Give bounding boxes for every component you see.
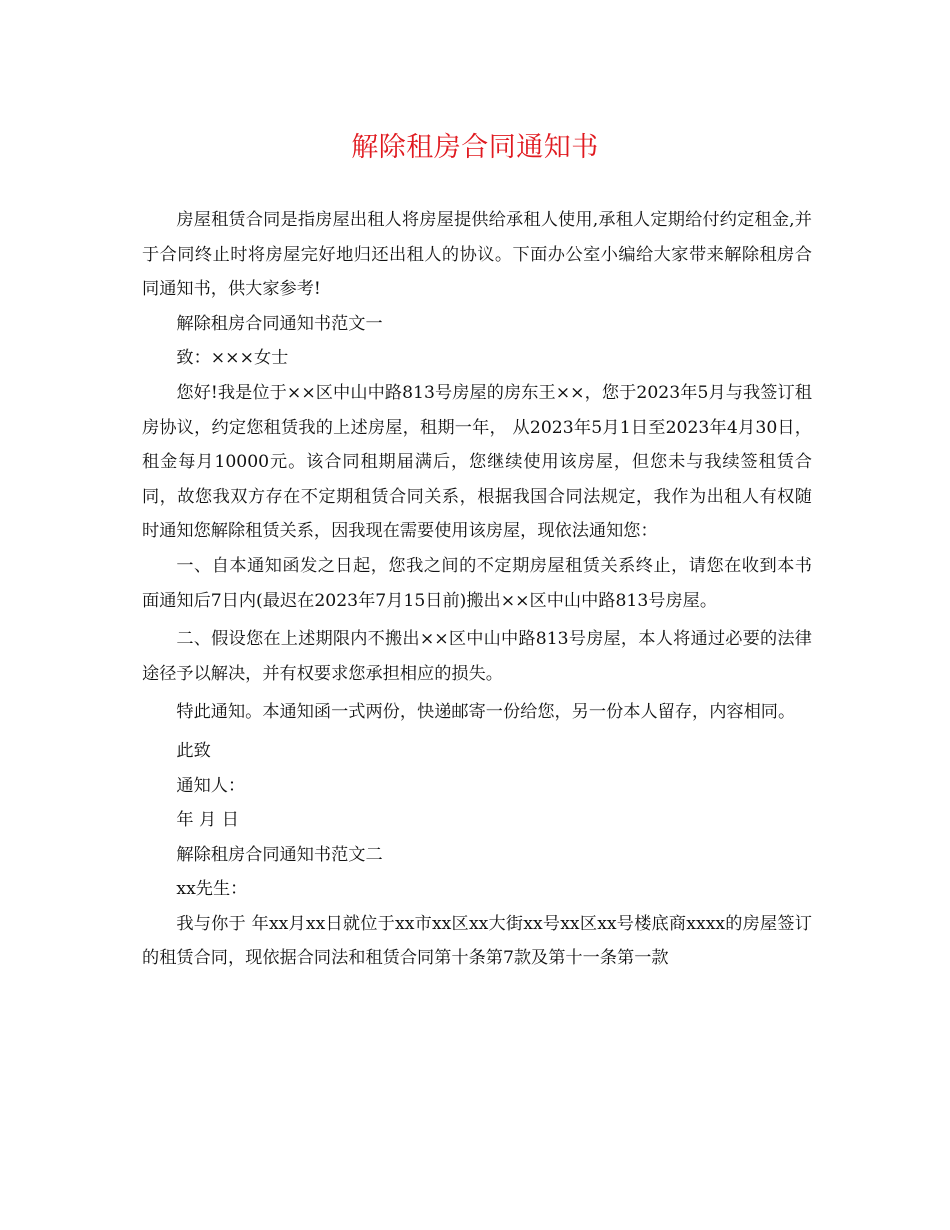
- salutation-two: xx先生：: [176, 879, 248, 900]
- section-heading-sample-two: 解除租房合同通知书范文二: [176, 844, 383, 865]
- document-body: [142, 203, 812, 976]
- body-paragraph-two: 我与你于 年xx月xx日就位于xx市xx区xx大街xx号xx区xx号楼底商xxxx的房屋签订的租赁合同，现依据合同法和租赁合同第十条第7款及第十一条第一款: [142, 913, 812, 969]
- body-paragraph: 您好!我是位于××区中山中路813号房屋的房东王××，您于2023年5月与我签订租房协议，约定您租赁我的上述房屋，租期一年， 从2023年5月1日至2023年4月30日，租金每月10000元。该合同租期届满后，您继续使用该房屋，但您未与我续签租赁合同，故您我双方存在不定期租赁合同关系，根据我国合同法规定，我作为出租人有权随时通知您解除租赁关系，因我现在需要使用该房屋，现依法通知您：: [142, 382, 812, 542]
- intro-paragraph: 房屋租赁合同是指房屋出租人将房屋提供给承租人使用,承租人定期给付约定租金,并于合同终止时将房屋完好地归还出租人的协议。下面办公室小编给大家带来解除租房合同通知书，供大家参考!: [142, 210, 812, 300]
- notifier-line: 通知人：: [176, 775, 246, 796]
- closing-notice-paragraph: 特此通知。本通知函一式两份，快递邮寄一份给您，另一份本人留存，内容相同。: [176, 702, 796, 723]
- clause-two-paragraph: 二、假设您在上述期限内不搬出××区中山中路813号房屋，本人将通过必要的法律途径予以解决，并有权要求您承担相应的损失。: [142, 629, 812, 684]
- closing-line: 此致: [176, 740, 211, 761]
- salutation: 致：×××女士: [176, 348, 289, 369]
- clause-one-paragraph: 一、自本通知函发之日起，您我之间的不定期房屋租赁关系终止，请您在收到本书面通知后7日内(最迟在2023年7月15日前)搬出××区中山中路813号房屋。: [142, 555, 812, 611]
- section-heading-sample-one: 解除租房合同通知书范文一: [176, 313, 383, 334]
- date-line: 年 月 日: [176, 810, 239, 831]
- document-title: 解除租房合同通知书: [351, 132, 599, 163]
